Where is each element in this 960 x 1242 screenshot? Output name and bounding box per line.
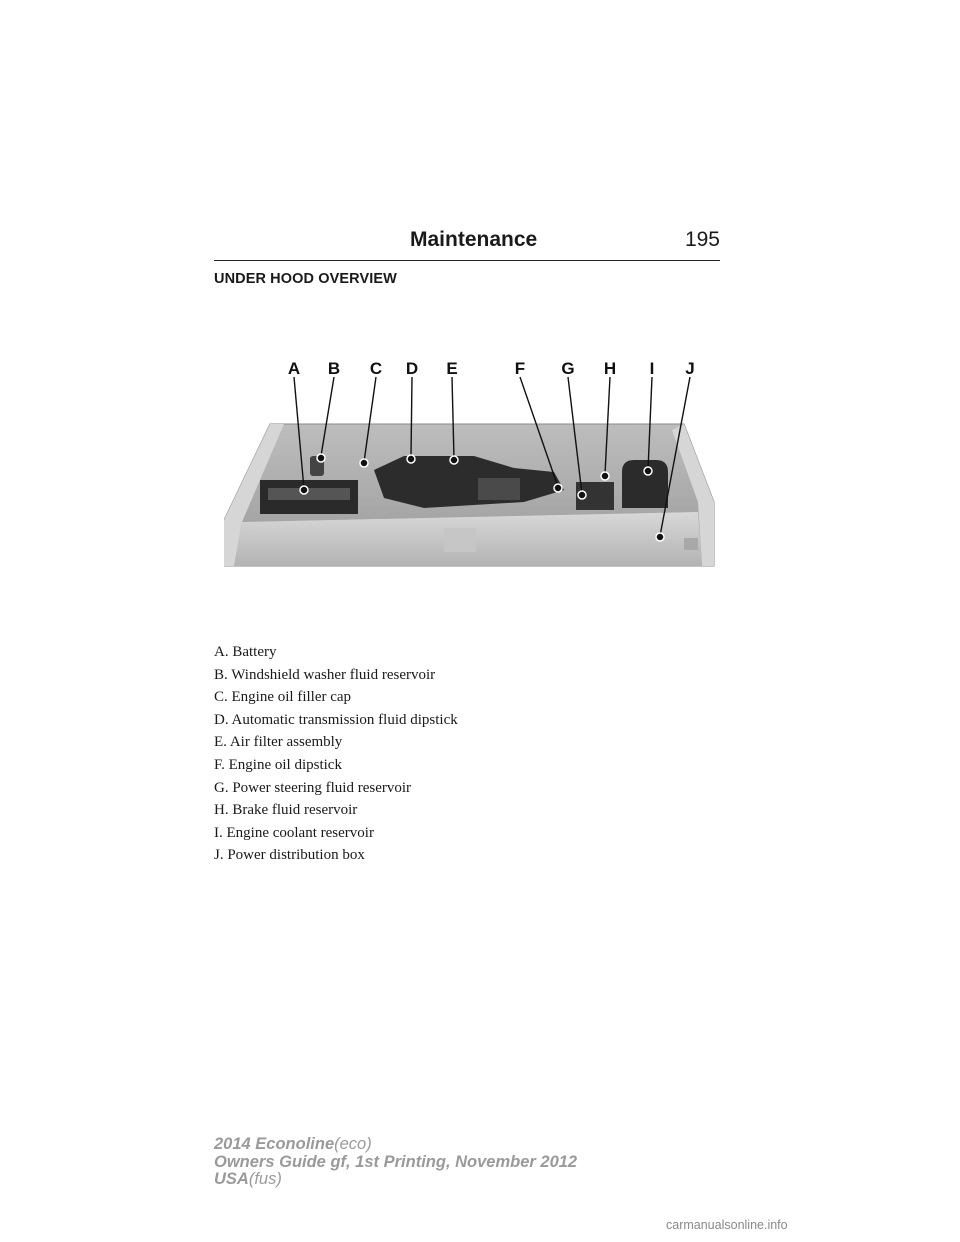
under-hood-diagram [224, 352, 716, 568]
section-heading: UNDER HOOD OVERVIEW [214, 271, 397, 287]
section-title: Maintenance [410, 228, 538, 251]
footer-model-code: (eco) [334, 1135, 372, 1153]
callout-label-a: A [287, 359, 301, 378]
callout-label-b: B [327, 359, 341, 378]
legend-item: D. Automatic transmission fluid dipstick [214, 711, 458, 728]
legend-item: B. Windshield washer fluid reservoir [214, 666, 436, 683]
footer-market: USA [214, 1170, 249, 1188]
callout-letters [288, 359, 695, 378]
legend-item: A. Battery [214, 644, 277, 660]
footer-market-code: (fus) [248, 1170, 282, 1188]
legend-item: H. Brake fluid reservoir [214, 802, 358, 819]
footer-printing: Owners Guide gf, 1st Printing, November 2012 [214, 1152, 578, 1171]
legend-item: F. Engine oil dipstick [214, 756, 342, 773]
footer-line-market [214, 1171, 577, 1189]
callout-label-f: F [514, 359, 526, 378]
callout-label-d: D [405, 359, 419, 378]
callout-label-h: H [603, 359, 617, 378]
legend-item: C. Engine oil filler cap [214, 689, 352, 706]
footer-model: 2014 Econoline [214, 1135, 335, 1153]
callout-label-g: G [561, 359, 575, 378]
legend-item: J. Power distribution box [214, 847, 365, 864]
engine-bay-illustration [224, 352, 716, 568]
footer-line-model [214, 1136, 577, 1154]
page-header [214, 228, 720, 261]
callout-label-c: C [369, 359, 383, 378]
legend-item: E. Air filter assembly [214, 734, 343, 751]
callout-label-i: I [649, 359, 655, 378]
page-number: 195 [684, 228, 720, 251]
legend-item: G. Power steering fluid reservoir [214, 779, 412, 796]
legend-item: I. Engine coolant reservoir [214, 824, 374, 841]
coolant-reservoir-shape [622, 460, 668, 508]
callout-label-e: E [446, 359, 458, 378]
watermark: carmanualsonline.info [666, 1218, 788, 1232]
document-footer [214, 1136, 577, 1189]
component-legend [214, 641, 458, 867]
callout-label-j: J [685, 359, 695, 378]
